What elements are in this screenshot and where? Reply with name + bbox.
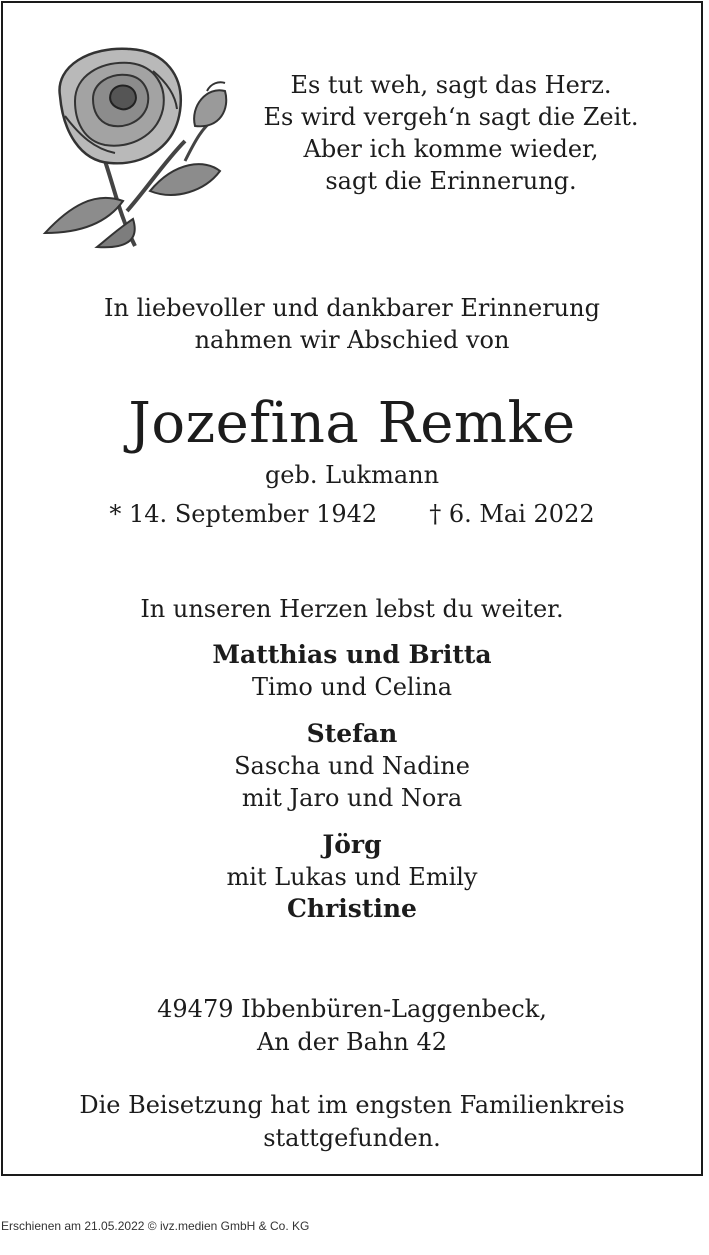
address-line: 49479 Ibbenbüren-Laggenbeck,	[157, 995, 547, 1023]
birth-date: * 14. September 1942	[109, 500, 378, 528]
mourner-line: Sascha und Nadine	[234, 752, 470, 780]
burial-line: Die Beisetzung hat im engsten Familienkreis	[79, 1091, 625, 1119]
address	[3, 993, 701, 1059]
intro-line: nahmen wir Abschied von	[194, 326, 510, 354]
maiden-name: geb. Lukmann	[264, 461, 440, 489]
publication-credit: Erschienen am 21.05.2022 © ivz.medien GmbH & Co. KG	[1, 1219, 310, 1233]
burial-note	[3, 1089, 701, 1155]
death-date: † 6. Mai 2022	[429, 500, 595, 528]
rose-icon	[35, 41, 235, 251]
poem-line: Es wird vergeh‘n sagt die Zeit.	[263, 103, 639, 131]
address-line: An der Bahn 42	[256, 1028, 448, 1056]
mourner-head: Christine	[287, 894, 417, 923]
mourner-group	[3, 829, 701, 925]
poem-line: Es tut weh, sagt das Herz.	[290, 71, 612, 99]
burial-line: stattgefunden.	[263, 1124, 441, 1152]
mourner-head: Matthias und Britta	[212, 640, 492, 669]
mourner-line: mit Jaro und Nora	[241, 784, 463, 812]
mourner-line: mit Lukas und Emily	[226, 863, 478, 891]
obituary-notice	[1, 1, 703, 1176]
mourner-head: Jörg	[322, 830, 382, 859]
mourner-head: Stefan	[306, 719, 398, 748]
closing-line: In unseren Herzen lebst du weiter.	[140, 595, 564, 623]
poem-line: sagt die Erinnerung.	[325, 167, 577, 195]
mourner-line: Timo und Celina	[251, 673, 453, 701]
life-dates	[3, 498, 701, 530]
deceased-name: Jozefina Remke	[128, 391, 576, 456]
poem-line: Aber ich komme wieder,	[303, 135, 599, 163]
intro-text	[3, 292, 701, 356]
intro-line: In liebevoller und dankbarer Erinnerung	[104, 294, 600, 322]
mourner-group	[3, 718, 701, 814]
mourner-group	[3, 639, 701, 703]
poem	[235, 69, 667, 197]
